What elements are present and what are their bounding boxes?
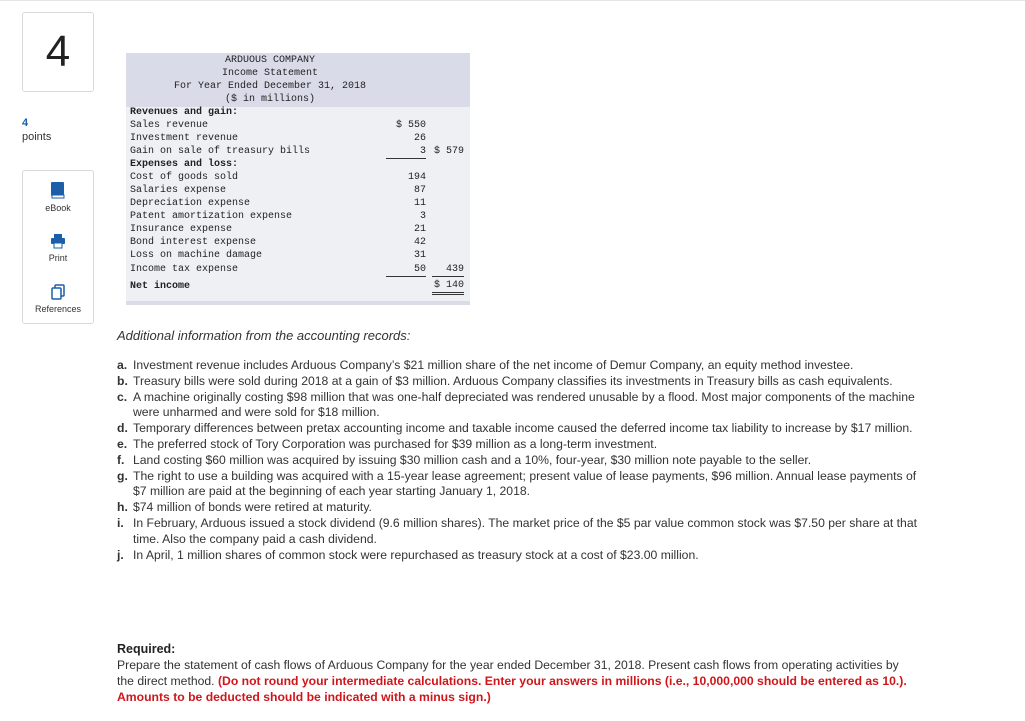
- net-income-total: $ 140: [432, 279, 464, 295]
- line-amount: 42: [413, 237, 426, 248]
- statement-title: Income Statement: [221, 68, 318, 79]
- list-item: [117, 421, 917, 437]
- item-text: $74 million of bonds were retired at maturity.: [133, 500, 372, 515]
- item-letter: h.: [117, 500, 128, 515]
- statement-footer: [126, 301, 470, 305]
- item-letter: g.: [117, 468, 128, 483]
- additional-info-list: [117, 358, 917, 563]
- item-letter: d.: [117, 421, 128, 436]
- book-icon: [50, 181, 66, 199]
- line-label: Investment revenue: [130, 133, 239, 144]
- line-amount: $ 550: [395, 120, 426, 131]
- line-amount: 31: [413, 250, 426, 261]
- required-warning: (Do not round your intermediate calculations. Enter your answers in millions (i.e., 10,000,000 should be entered as 10.). Amounts to be deducted should be indicated with a minus sign.): [117, 673, 907, 704]
- item-letter: b.: [117, 373, 128, 388]
- list-item: [117, 500, 917, 516]
- line-label: Sales revenue: [130, 120, 209, 131]
- list-item: [117, 358, 917, 374]
- references-button[interactable]: [23, 284, 93, 314]
- line-amount: 194: [407, 172, 426, 183]
- item-text: Land costing $60 million was acquired by issuing $30 million cash and a 10%, four-year, $30 million note payable to the seller.: [133, 452, 812, 467]
- line-amount: 11: [413, 198, 426, 209]
- statement-header: [126, 53, 470, 107]
- item-text: A machine originally costing $98 million that was one-half depreciated was rendered unusable by a flood. Most major components of the machine were unharmed and were sold for $18 million.: [133, 389, 915, 420]
- item-text: Treasury bills were sold during 2018 at a gain of $3 million. Arduous Company classifies its investments in Treasury bills as cash equivalents.: [133, 373, 893, 388]
- item-text: Temporary differences between pretax accounting income and taxable income caused the deferred income tax liability to increase by $17 million.: [133, 421, 913, 436]
- item-letter: i.: [117, 515, 124, 530]
- revenues-heading: Revenues and gain:: [130, 107, 239, 118]
- line-label: Patent amortization expense: [130, 211, 293, 222]
- required-text: [117, 658, 907, 705]
- line-amount: 21: [413, 224, 426, 235]
- line-label: Gain on sale of treasury bills: [130, 146, 311, 157]
- list-item: [117, 390, 917, 422]
- line-label: Insurance expense: [130, 224, 233, 235]
- line-amount: 3: [386, 145, 426, 159]
- item-letter: f.: [117, 452, 125, 467]
- line-label: Depreciation expense: [130, 198, 251, 209]
- item-text: In February, Arduous issued a stock dividend (9.6 million shares). The market price of the $5 par value common stock was $7.50 per share at that time. Also the company paid a cash dividend.: [133, 515, 918, 546]
- required-title: Required:: [117, 642, 176, 656]
- ebook-button[interactable]: [23, 181, 93, 213]
- item-text: Investment revenue includes Arduous Company’s $21 million share of the net income of Demur Company, an equity method investee.: [133, 358, 854, 372]
- item-text: In April, 1 million shares of common stock were repurchased as treasury stock at a cost of $23.00 million.: [133, 547, 699, 562]
- item-letter: e.: [117, 436, 128, 451]
- list-item: [117, 437, 917, 453]
- line-amount: 50: [386, 263, 426, 277]
- line-amount: 3: [419, 211, 426, 222]
- tools-panel: [22, 170, 94, 324]
- line-label: Income tax expense: [130, 264, 239, 275]
- item-text: The preferred stock of Tory Corporation was purchased for $39 million as a long-term investment.: [133, 436, 658, 451]
- item-letter: c.: [117, 389, 128, 404]
- revenues-total: $ 579: [433, 146, 464, 157]
- documents-icon: [50, 284, 66, 300]
- item-letter: j.: [117, 547, 124, 562]
- line-label: Salaries expense: [130, 185, 227, 196]
- question-number: 4: [45, 27, 71, 76]
- line-label: Cost of goods sold: [130, 172, 239, 183]
- list-item: [117, 469, 917, 501]
- statement-period: For Year Ended December 31, 2018: [173, 81, 367, 92]
- item-text: The right to use a building was acquired with a 15-year lease agreement; present value of lease payments, $96 million. Annual lease payments of $7 million are paid at the beginning of each year starting January 1, 2018.: [133, 468, 917, 499]
- company-name: ARDUOUS COMPANY: [224, 55, 315, 66]
- list-item: [117, 453, 917, 469]
- points-label: points: [22, 131, 52, 143]
- list-item: [117, 374, 917, 390]
- list-item: [117, 516, 917, 548]
- line-amount: 26: [413, 133, 426, 144]
- additional-info-title: Additional information from the accounting records:: [117, 328, 411, 343]
- ebook-label: eBook: [45, 203, 71, 213]
- item-letter: a.: [117, 358, 128, 372]
- printer-icon: [50, 233, 66, 249]
- income-statement: [126, 53, 470, 306]
- line-amount: 87: [413, 185, 426, 196]
- net-income-label: Net income: [130, 281, 191, 292]
- statement-units: ($ in millions): [224, 94, 315, 105]
- points-info: [22, 116, 51, 144]
- line-label: Bond interest expense: [130, 237, 257, 248]
- line-label: Loss on machine damage: [130, 250, 263, 261]
- required-instructions: Prepare the statement of cash flows of Arduous Company for the year ended December 31, 2018. Present cash flows from operating activities by the direct method.: [117, 658, 899, 688]
- list-item: [117, 548, 917, 564]
- expenses-heading: Expenses and loss:: [130, 159, 239, 170]
- references-label: References: [34, 304, 82, 314]
- top-divider: [0, 0, 1025, 1]
- print-label: Print: [48, 253, 68, 263]
- points-value: 4: [22, 117, 29, 129]
- print-button[interactable]: [23, 233, 93, 263]
- expenses-total: 439: [432, 263, 464, 277]
